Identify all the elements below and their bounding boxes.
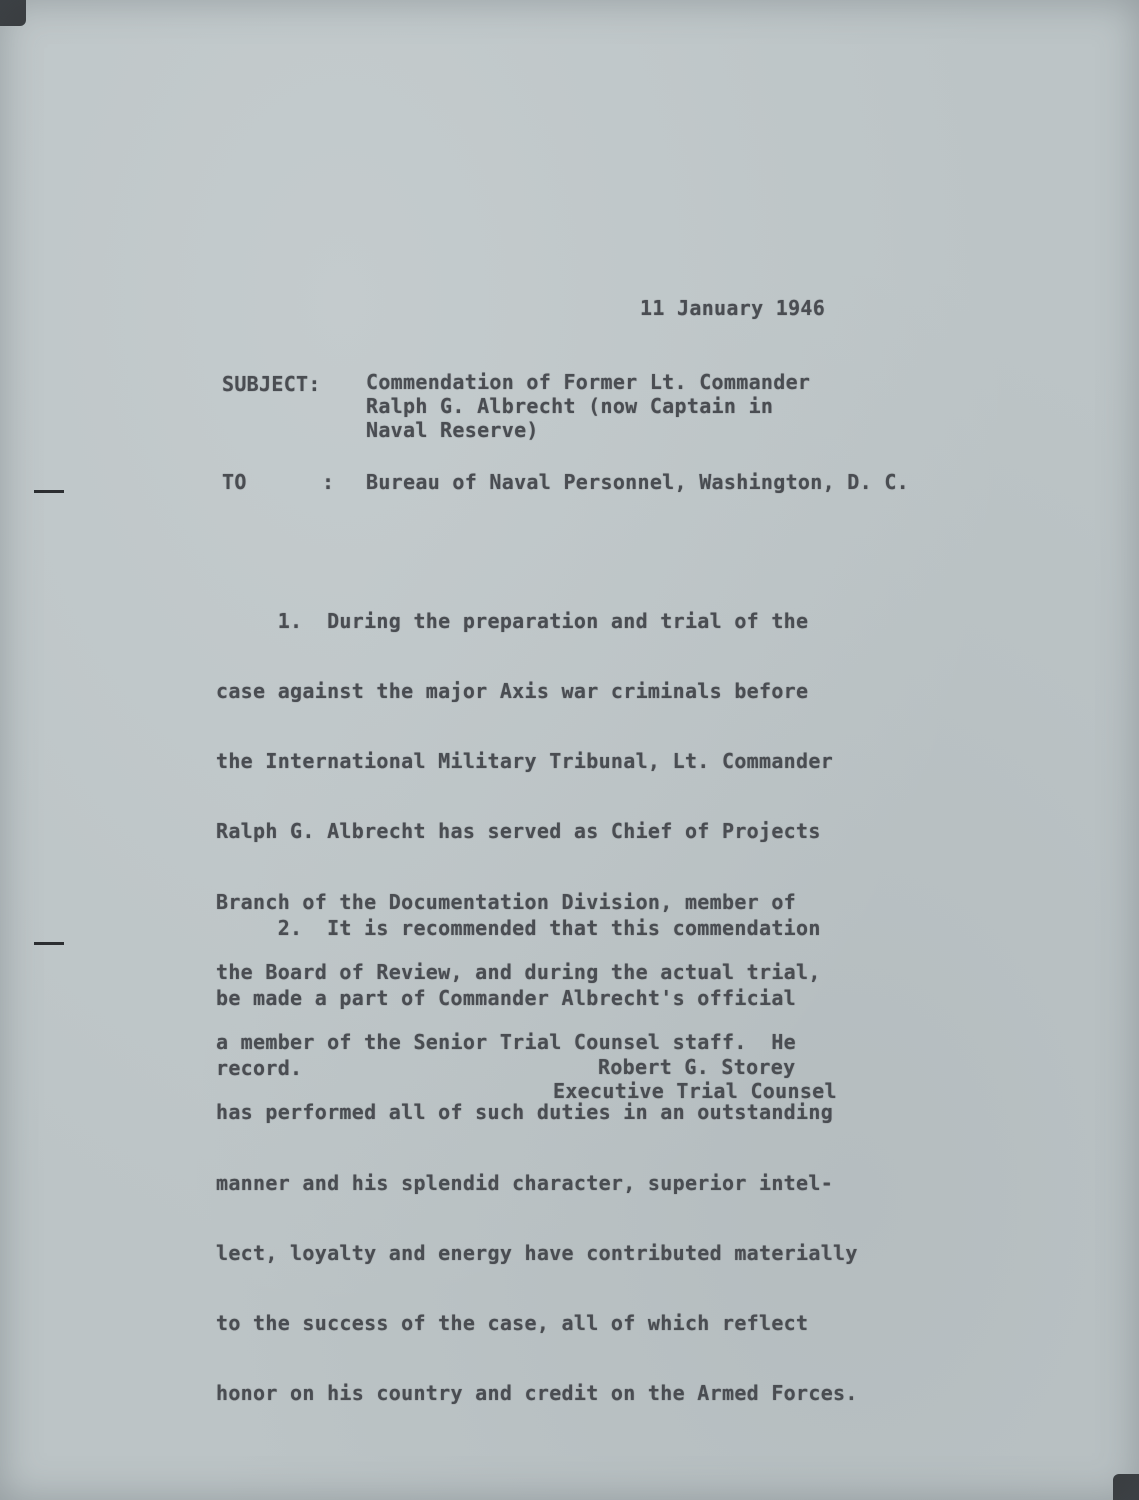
- subject-line: Naval Reserve): [366, 418, 539, 442]
- subject-label: SUBJECT:: [222, 372, 321, 396]
- paragraph-line: the International Military Tribunal, Lt. Commander: [216, 749, 834, 774]
- subject-line: Ralph G. Albrecht (now Captain in: [366, 394, 774, 418]
- margin-mark: [34, 942, 64, 945]
- signature-name: Robert G. Storey: [598, 1055, 796, 1079]
- paragraph-line: case against the major Axis war criminals before: [216, 679, 809, 704]
- paragraph-line: record.: [216, 1056, 303, 1081]
- paragraph-line: the Board of Review, and during the actual trial,: [216, 959, 821, 984]
- paragraph-line: 1. During the preparation and trial of the: [216, 608, 809, 633]
- letter-date: 11 January 1946: [640, 296, 826, 320]
- paragraph-line: has performed all of such duties in an outstanding: [216, 1100, 834, 1125]
- scan-corner-shadow: [1113, 1474, 1139, 1500]
- recipient: Bureau of Naval Personnel, Washington, D. C.: [366, 470, 910, 494]
- subject-line: Commendation of Former Lt. Commander: [366, 370, 811, 394]
- paragraph-line: Ralph G. Albrecht has served as Chief of Projects: [216, 819, 821, 844]
- paragraph-line: a member of the Senior Trial Counsel staff. He: [216, 1030, 797, 1055]
- paragraph-line: be made a part of Commander Albrecht's official: [216, 986, 797, 1011]
- paragraph-line: to the success of the case, all of which reflect: [216, 1311, 809, 1335]
- paragraph-line: lect, loyalty and energy have contributed materially: [216, 1240, 858, 1265]
- paragraph-line: Branch of the Documentation Division, member of: [216, 889, 797, 914]
- to-label: TO: [222, 470, 247, 494]
- margin-mark: [34, 490, 64, 493]
- paragraph-line: honor on his country and credit on the Armed Forces.: [216, 1381, 858, 1406]
- scan-corner-shadow: [0, 0, 26, 26]
- paragraph-line: manner and his splendid character, superior intel-: [216, 1170, 834, 1195]
- subject-text: [366, 370, 926, 442]
- signature-title: Executive Trial Counsel: [553, 1079, 837, 1103]
- paragraph-line: 2. It is recommended that this commendation: [216, 915, 821, 940]
- to-colon: :: [322, 470, 335, 494]
